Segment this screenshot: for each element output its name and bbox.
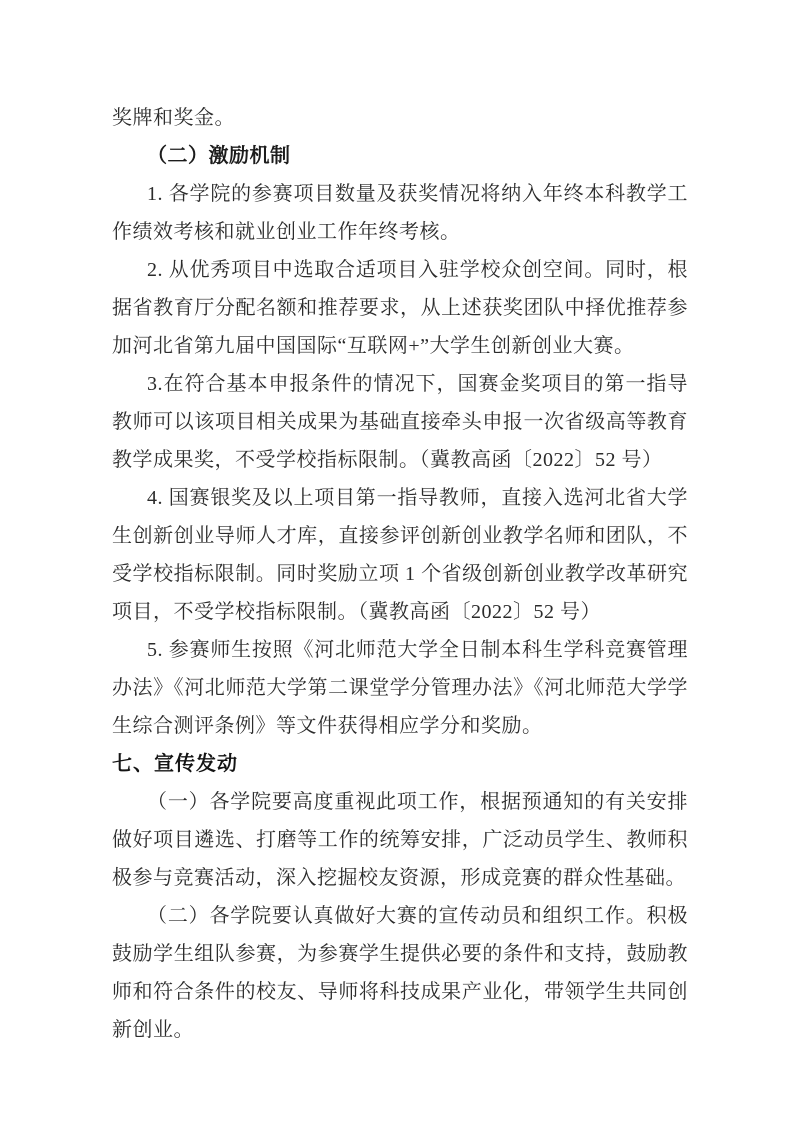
paragraph-continuation: 奖牌和奖金。	[112, 107, 235, 129]
list-item-5: 5. 参赛师生按照《河北师范大学全日制本科生学科竞赛管理办法》《河北师范大学第二课堂学分管理办法》《河北师范大学学生综合测评条例》等文件获得相应学分和奖励。	[112, 639, 688, 737]
paragraph-publicity-1: （一）各学院要高度重视此项工作，根据预通知的有关安排做好项目遴选、打磨等工作的统筹安排，广泛动员学生、教师积极参与竞赛活动，深入挖掘校友资源，形成竞赛的群众性基础。	[112, 791, 688, 889]
list-item-4: 4. 国赛银奖及以上项目第一指导教师，直接入选河北省大学生创新创业导师人才库，直接参评创新创业教学名师和团队，不受学校指标限制。同时奖励立项 1 个省级创新创业教学改革研究项目，不受学校指标限制。（冀教高函〔2022〕52 号）	[112, 487, 688, 623]
section-heading-incentive-mechanism: （二）激励机制	[147, 145, 291, 167]
list-item-1: 1. 各学院的参赛项目数量及获奖情况将纳入年终本科教学工作绩效考核和就业创业工作年终考核。	[112, 183, 688, 243]
paragraph-publicity-2: （二）各学院要认真做好大赛的宣传动员和组织工作。积极鼓励学生组队参赛，为参赛学生提供必要的条件和支持，鼓励教师和符合条件的校友、导师将科技成果产业化，带领学生共同创新创业。	[112, 905, 688, 1041]
section-heading-publicity: 七、宣传发动	[112, 753, 238, 775]
list-item-2: 2. 从优秀项目中选取合适项目入驻学校众创空间。同时，根据省教育厅分配名额和推荐要求，从上述获奖团队中择优推荐参加河北省第九届中国国际“互联网+”大学生创新创业大赛。	[112, 259, 688, 357]
list-item-3: 3.在符合基本申报条件的情况下，国赛金奖项目的第一指导教师可以该项目相关成果为基础直接牵头申报一次省级高等教育教学成果奖，不受学校指标限制。（冀教高函〔2022〕52 号）	[112, 373, 688, 471]
